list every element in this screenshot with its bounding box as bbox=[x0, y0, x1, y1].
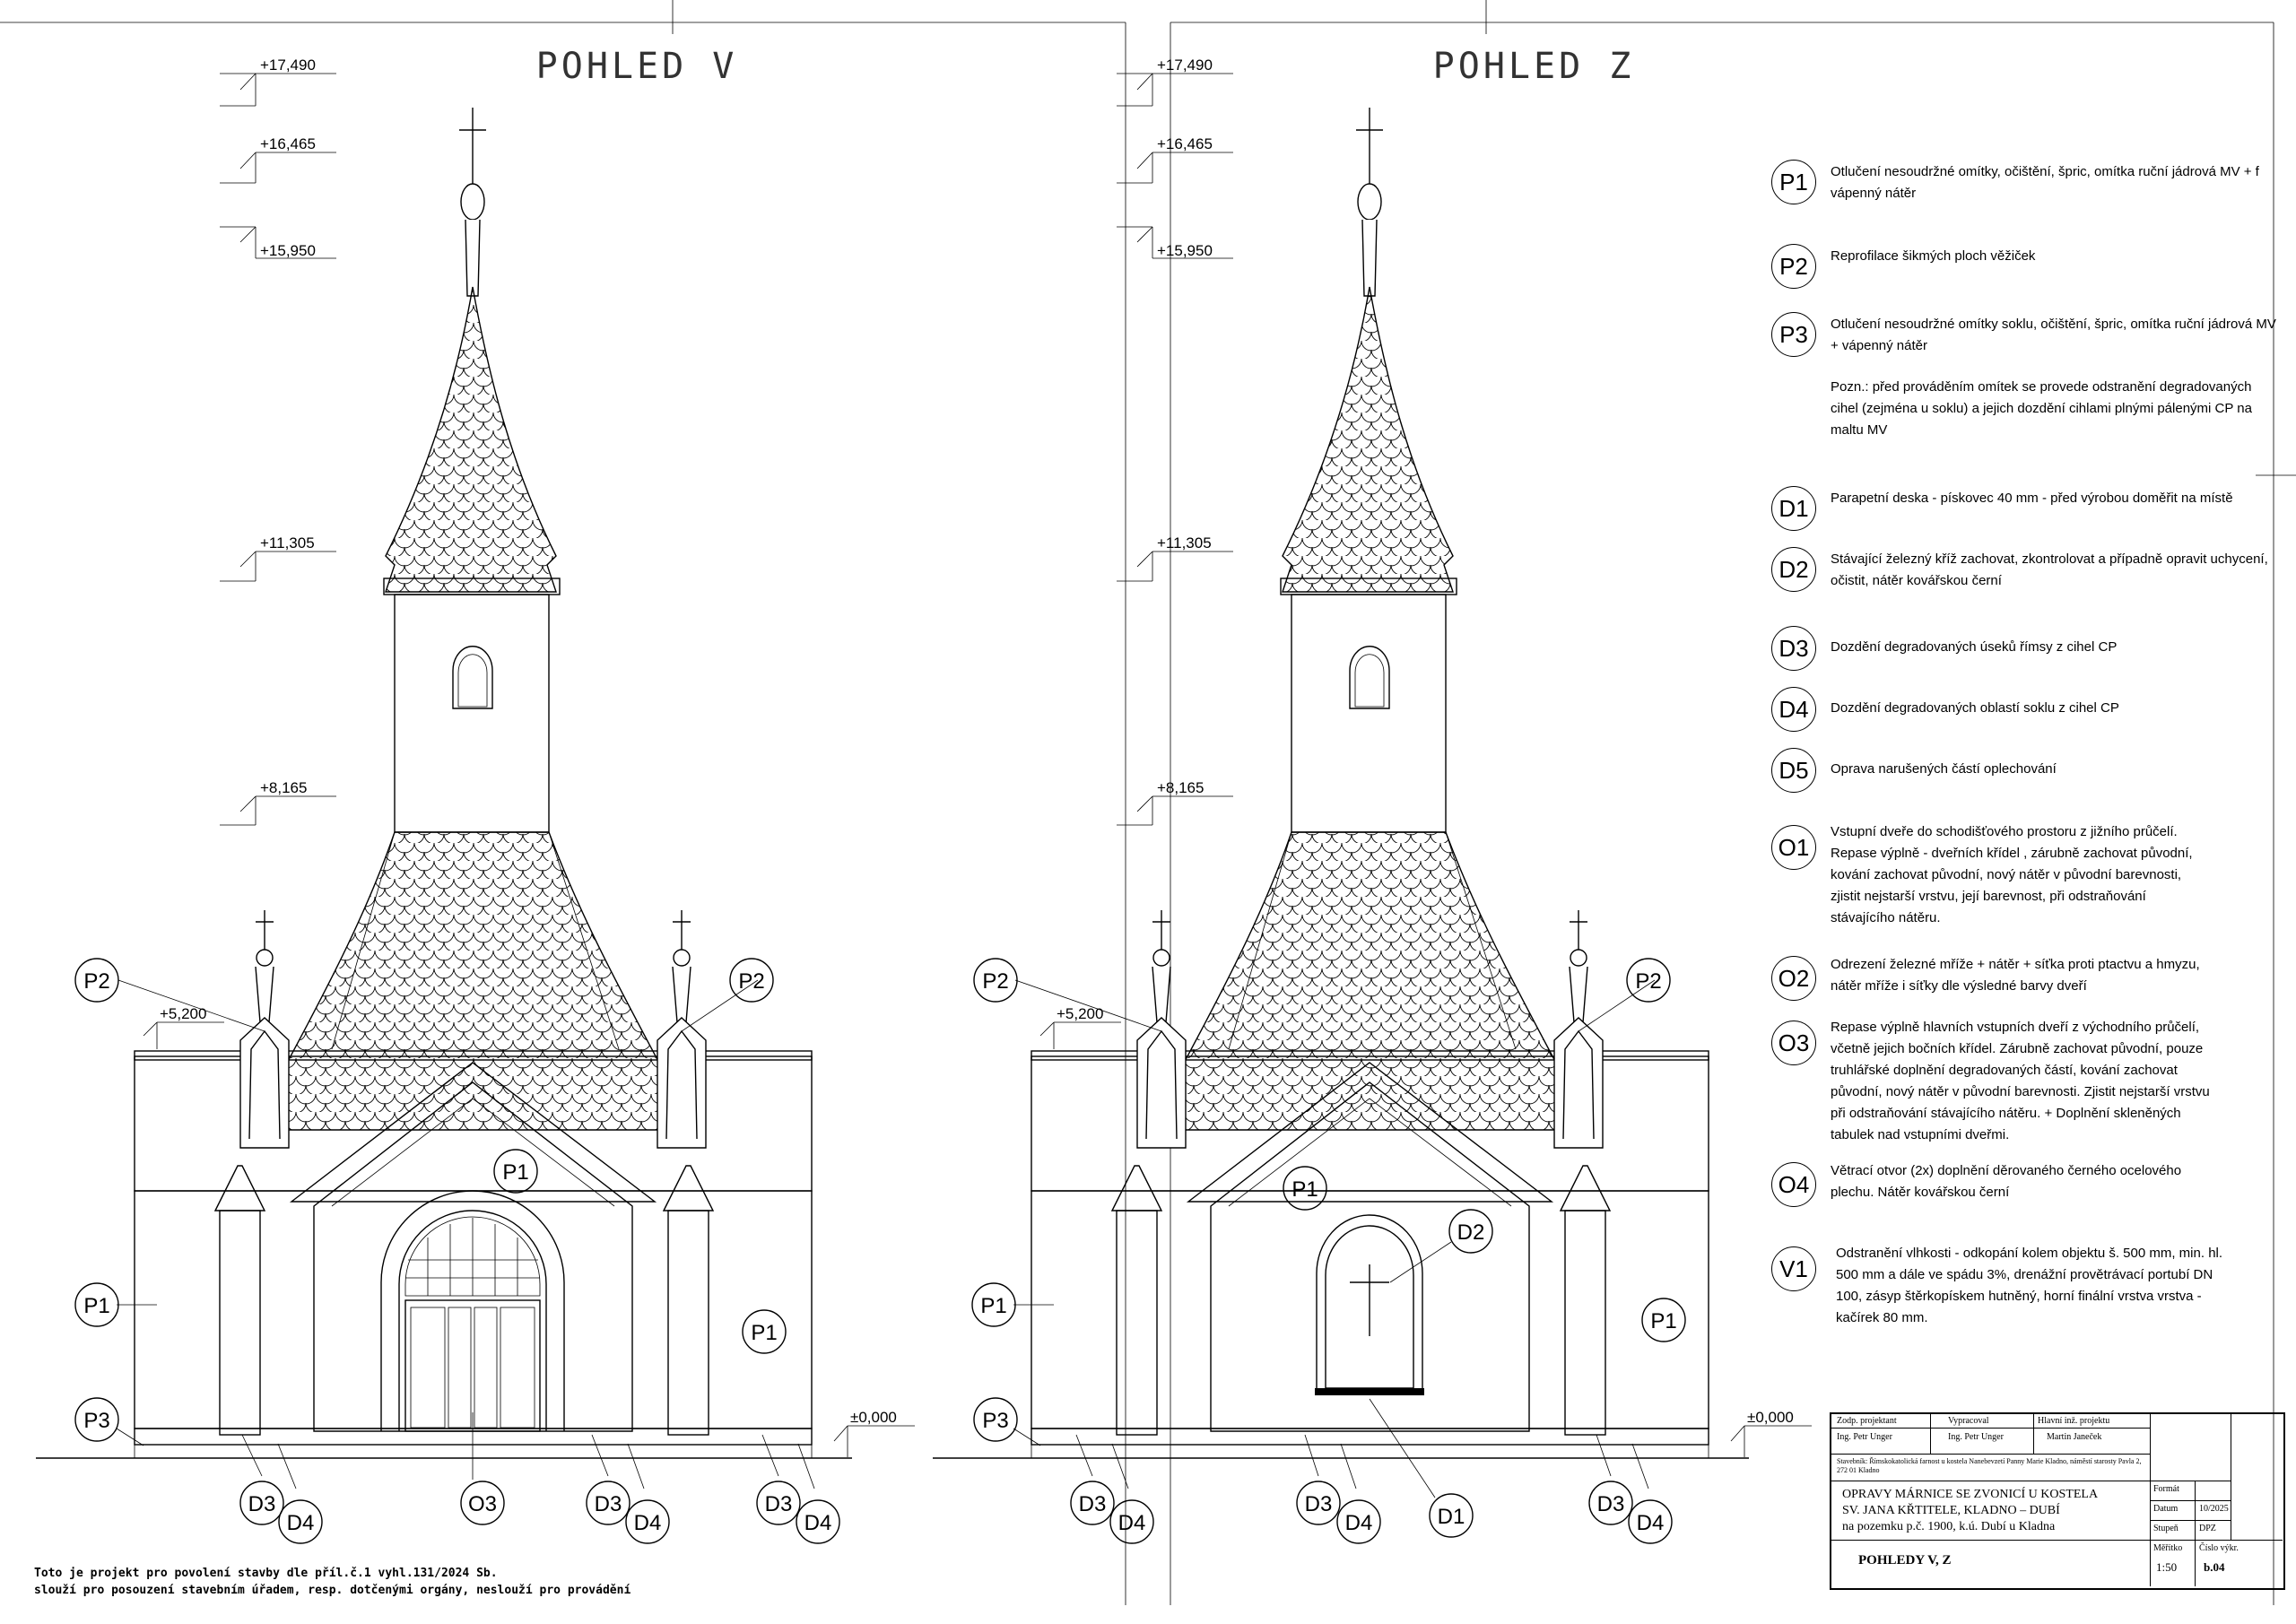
svg-text:P2: P2 bbox=[83, 969, 110, 994]
label-scale: Měřítko bbox=[2153, 1543, 2183, 1553]
finial-cross bbox=[459, 108, 486, 296]
tag-d3 bbox=[1297, 1481, 1340, 1524]
legend-text: Vstupní dveře do schodišťového prostoru z jižního průčelí. Repase výplně - dveřních křídel , zárubně zachovat původní, kování zachovat původní, nový nátěr v původní barevnosti, zjistit nejstarší vrstvu, její barevnost, při odstraňování stávajícího nátěru. bbox=[1831, 824, 2193, 925]
level-label: +5,200 bbox=[160, 1005, 207, 1022]
svg-text:D4: D4 bbox=[1636, 1511, 1665, 1535]
tag-p2 bbox=[1627, 959, 1670, 1002]
tag-d4 bbox=[279, 1500, 322, 1543]
legal-note bbox=[34, 1565, 662, 1599]
gable-front bbox=[1211, 1082, 1529, 1431]
level-label: +11,305 bbox=[1157, 534, 1212, 551]
tag-p1 bbox=[1283, 1167, 1326, 1210]
view-west bbox=[933, 46, 1812, 1543]
svg-text:P3: P3 bbox=[982, 1409, 1009, 1433]
tag-d3 bbox=[757, 1481, 800, 1524]
belfry bbox=[395, 595, 549, 832]
tag-d4 bbox=[1110, 1500, 1153, 1543]
legend-code: P2 bbox=[1771, 244, 1816, 289]
svg-text:D4: D4 bbox=[1344, 1511, 1373, 1535]
svg-text:D3: D3 bbox=[1596, 1492, 1625, 1516]
legend-text: Repase výplně hlavních vstupních dveří z východního průčelí, včetně jejich bočních křídel. Zárubně zachovat původní, pouze truhlářské doplnění degradovaných částí, kování zachovat původní, nový nátěr v původní barevnosti. Zjistit nejstarší vrstvu při odstraňování stávajícího nátěru. + Doplnění skleněných tabulek nad vstupními dveřmi. bbox=[1831, 1020, 2210, 1142]
legal-note-line: Toto je projekt pro povolení stavby dle příl.č.1 vyhl.131/2024 Sb. bbox=[34, 1567, 498, 1580]
view-title: POHLED V bbox=[535, 46, 738, 87]
legend-text: Dozdění degradovaných oblastí soklu z cihel CP bbox=[1831, 700, 2119, 716]
spire-roof bbox=[386, 287, 556, 592]
title-block bbox=[1830, 1412, 2285, 1590]
pinnacle-left bbox=[1137, 910, 1186, 1148]
svg-text:P1: P1 bbox=[83, 1294, 110, 1318]
tag-p3 bbox=[974, 1398, 1017, 1441]
legend-code: D1 bbox=[1771, 486, 1816, 531]
finial-cross bbox=[1356, 108, 1383, 296]
label-format: Formát bbox=[2153, 1484, 2179, 1494]
tag-p1 bbox=[972, 1283, 1015, 1326]
name-vyprac: Ing. Petr Unger bbox=[1948, 1432, 2004, 1442]
tag-p3 bbox=[75, 1398, 118, 1441]
tower-roof bbox=[251, 832, 695, 1130]
legend-text: Pozn.: před prováděním omítek se provede odstranění degradovaných cihel (zejména u soklu) a jejich dozdění cihlami plnými pálenými CP na maltu MV bbox=[1831, 379, 2252, 438]
legend-code: D3 bbox=[1771, 626, 1816, 671]
svg-text:P1: P1 bbox=[1650, 1309, 1677, 1333]
tag-d4 bbox=[626, 1500, 669, 1543]
niche-with-cross bbox=[1315, 1215, 1424, 1395]
legend-code: D4 bbox=[1771, 687, 1816, 732]
tag-d3 bbox=[1071, 1481, 1114, 1524]
legal-note-line: slouží pro posouzení stavebním úřadem, resp. dotčenými orgány, neslouží pro provádění bbox=[34, 1584, 631, 1597]
level-label: +8,165 bbox=[260, 779, 308, 796]
svg-text:P1: P1 bbox=[502, 1160, 529, 1185]
label-date: Datum bbox=[2153, 1504, 2179, 1514]
level-label: +16,465 bbox=[1157, 135, 1213, 152]
value-date: 10/2025 bbox=[2199, 1504, 2229, 1514]
pinnacle-right bbox=[657, 910, 706, 1148]
level-label: ±0,000 bbox=[1747, 1409, 1794, 1426]
pinnacle-left bbox=[240, 910, 289, 1148]
value-stage: DPZ bbox=[2199, 1524, 2216, 1533]
tag-d4 bbox=[796, 1500, 839, 1543]
sheet-title: POHLEDY V, Z bbox=[1858, 1553, 1952, 1568]
tag-d4 bbox=[1337, 1500, 1380, 1543]
tag-p1 bbox=[494, 1150, 537, 1193]
tag-p1 bbox=[75, 1283, 118, 1326]
value-scale: 1:50 bbox=[2156, 1560, 2178, 1574]
legend-code: O2 bbox=[1771, 956, 1816, 1001]
investor: Stavebník: Římskokatolická farnost u kostela Nanebevzetí Panny Marie Kladno, náměstí starosty Pavla 2, 272 01 Kladno bbox=[1837, 1457, 2142, 1474]
name-hip: Martin Janeček bbox=[2047, 1432, 2102, 1442]
tag-d3 bbox=[587, 1481, 630, 1524]
tag-p2 bbox=[75, 959, 118, 1002]
svg-text:D3: D3 bbox=[764, 1492, 793, 1516]
label-zodp: Zodp. projektant bbox=[1837, 1416, 1897, 1426]
label-hip: Hlavní inž. projektu bbox=[2038, 1416, 2110, 1426]
tag-d2 bbox=[1449, 1210, 1492, 1253]
legend-code: V1 bbox=[1771, 1246, 1816, 1291]
level-label: +15,950 bbox=[1157, 242, 1213, 259]
pinnacle-right bbox=[1554, 910, 1603, 1148]
svg-text:P3: P3 bbox=[83, 1409, 110, 1433]
level-label: +16,465 bbox=[260, 135, 316, 152]
legend-text: Odrezení železné mříže + nátěr + síťka proti ptactvu a hmyzu, nátěr mříže i síťky dle výsledné barvy dveří bbox=[1831, 957, 2200, 994]
svg-text:P1: P1 bbox=[1292, 1177, 1318, 1202]
belfry-window bbox=[453, 647, 492, 708]
legend-text: Větrací otvor (2x) doplnění děrovaného černého ocelového plechu. Nátěr kovářskou černí bbox=[1831, 1163, 2182, 1200]
tag-d3 bbox=[240, 1481, 283, 1524]
spire-roof bbox=[1283, 287, 1453, 592]
legend-text: Reprofilace šikmých ploch věžiček bbox=[1831, 248, 2036, 264]
tag-d3 bbox=[1589, 1481, 1632, 1524]
svg-text:P2: P2 bbox=[738, 969, 765, 994]
svg-text:P2: P2 bbox=[982, 969, 1009, 994]
legend-text: Otlučení nesoudržné omítky, očištění, špric, omítka ruční jádrová MV + f vápenný nátěr bbox=[1831, 164, 2259, 201]
level-label: +8,165 bbox=[1157, 779, 1205, 796]
project-line: na pozemku p.č. 1900, k.ú. Dubí u Kladna bbox=[1842, 1520, 2056, 1533]
svg-text:D1: D1 bbox=[1437, 1505, 1465, 1529]
legend-code: D2 bbox=[1771, 547, 1816, 592]
view-title: POHLED Z bbox=[1432, 46, 1635, 87]
svg-text:D4: D4 bbox=[633, 1511, 662, 1535]
legend-code: O1 bbox=[1771, 825, 1816, 870]
legend-text: Oprava narušených částí oplechování bbox=[1831, 761, 2057, 777]
svg-text:D4: D4 bbox=[804, 1511, 832, 1535]
legend-code: O3 bbox=[1771, 1020, 1816, 1065]
level-label: +15,950 bbox=[260, 242, 316, 259]
tag-p1 bbox=[743, 1310, 786, 1353]
tag-p2 bbox=[974, 959, 1017, 1002]
belfry-window bbox=[1350, 647, 1389, 708]
tag-o3 bbox=[461, 1481, 504, 1524]
belfry bbox=[1292, 595, 1446, 832]
legend-text: Dozdění degradovaných úseků římsy z cihel CP bbox=[1831, 639, 2118, 655]
label-vyprac: Vypracoval bbox=[1948, 1416, 1989, 1426]
legend-text: Parapetní deska - pískovec 40 mm - před výrobou doměřit na místě bbox=[1831, 491, 2233, 506]
tag-p1 bbox=[1642, 1298, 1685, 1342]
name-zodp: Ing. Petr Unger bbox=[1837, 1432, 1892, 1442]
svg-text:D3: D3 bbox=[1304, 1492, 1333, 1516]
svg-text:D2: D2 bbox=[1457, 1220, 1485, 1245]
legend-text: Otlučení nesoudržné omítky soklu, očištění, špric, omítka ruční jádrová MV + vápenný nátěr bbox=[1831, 317, 2276, 353]
svg-text:P1: P1 bbox=[751, 1321, 778, 1345]
legend-code: D5 bbox=[1771, 748, 1816, 793]
nave-wall bbox=[135, 1191, 812, 1429]
tag-d1 bbox=[1430, 1494, 1473, 1537]
level-label: ±0,000 bbox=[850, 1409, 897, 1426]
svg-text:O3: O3 bbox=[467, 1492, 498, 1516]
legend-text: Odstranění vlhkosti - odkopání kolem objektu š. 500 mm, min. hl. 500 mm a dále ve spádu 3%, drenážní provětrávací portubí DN 100, zásyp štěrkopískem hutněný, horní finální vrstva vrstva - kačírek 80 mm. bbox=[1836, 1246, 2223, 1325]
view-east bbox=[36, 46, 915, 1543]
legend-code: P1 bbox=[1771, 160, 1816, 204]
svg-text:D4: D4 bbox=[1118, 1511, 1146, 1535]
value-number: b.04 bbox=[2204, 1560, 2225, 1574]
legend-code: P3 bbox=[1771, 312, 1816, 357]
project-line: SV. JANA KŘTITELE, KLADNO – DUBÍ bbox=[1842, 1504, 2060, 1517]
svg-text:D3: D3 bbox=[594, 1492, 622, 1516]
svg-text:D4: D4 bbox=[286, 1511, 315, 1535]
tag-p2 bbox=[730, 959, 773, 1002]
svg-text:P2: P2 bbox=[1635, 969, 1662, 994]
level-label: +5,200 bbox=[1057, 1005, 1104, 1022]
tower-roof bbox=[1148, 832, 1592, 1130]
label-stage: Stupeň bbox=[2153, 1524, 2179, 1533]
svg-text:P1: P1 bbox=[980, 1294, 1007, 1318]
main-door bbox=[381, 1191, 564, 1431]
tag-d4 bbox=[1629, 1500, 1672, 1543]
level-label: +11,305 bbox=[260, 534, 315, 551]
project-line: OPRAVY MÁRNICE SE ZVONICÍ U KOSTELA bbox=[1842, 1488, 2099, 1501]
level-label: +17,490 bbox=[260, 56, 316, 74]
label-number: Číslo výkr. bbox=[2199, 1543, 2239, 1553]
svg-text:D3: D3 bbox=[248, 1492, 276, 1516]
svg-text:D3: D3 bbox=[1078, 1492, 1107, 1516]
legend-code: O4 bbox=[1771, 1162, 1816, 1207]
gable-front bbox=[314, 1082, 632, 1431]
legend-text: Stávající železný kříž zachovat, zkontrolovat a případně opravit uchycení, očistit, nátěr kovářskou černí bbox=[1831, 551, 2268, 588]
level-label: +17,490 bbox=[1157, 56, 1213, 74]
